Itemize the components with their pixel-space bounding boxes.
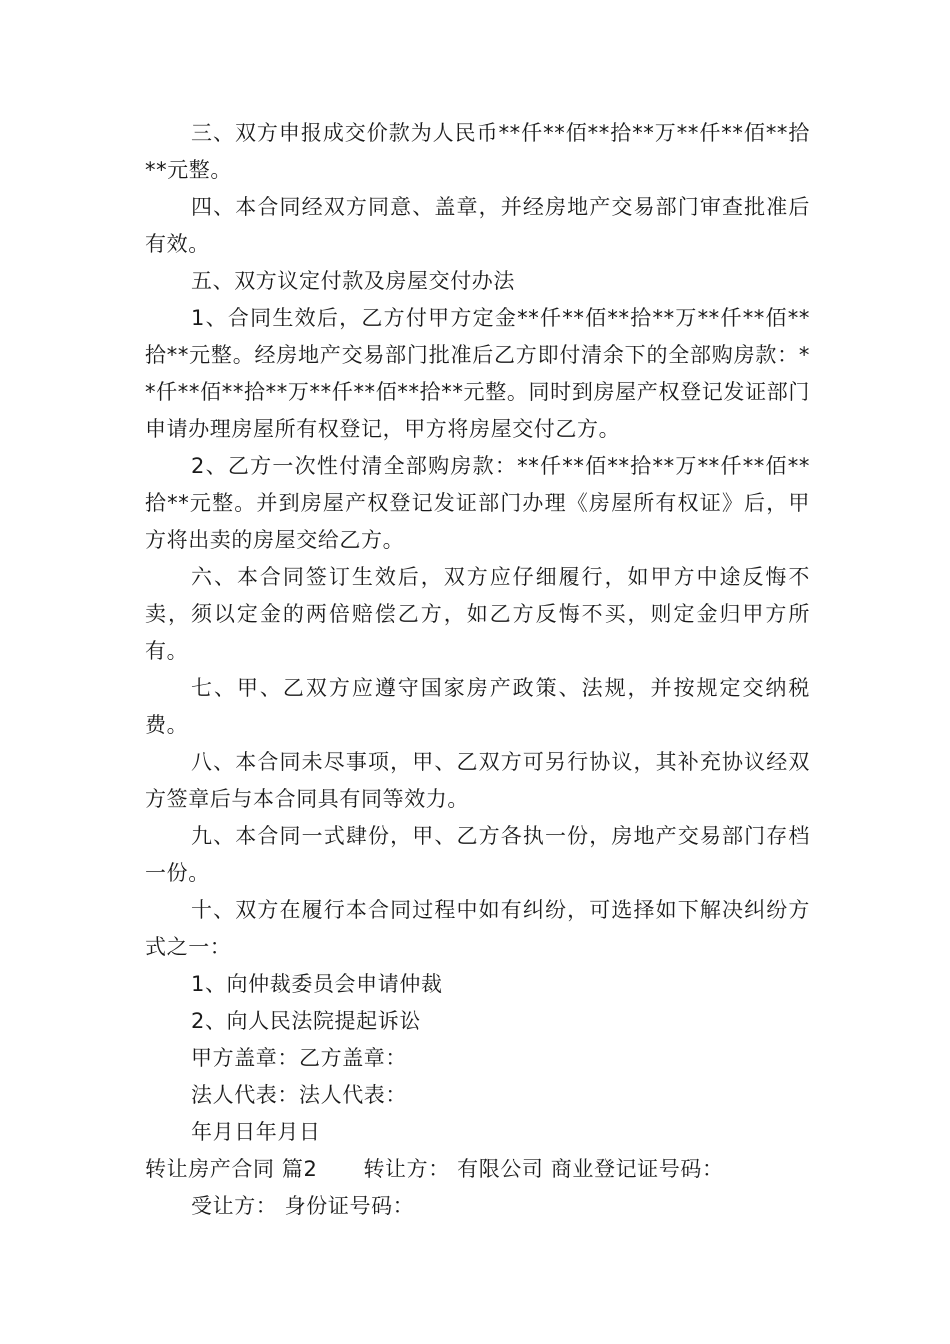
- transferee-line: 受让方： 身份证号码：: [191, 1194, 415, 1218]
- section-heading: 转让房产合同 篇2: [145, 1157, 318, 1181]
- clause-3-price: 三、双方申报成交价款为人民币**仟**佰**拾**万**仟**佰**拾**元整。: [145, 121, 810, 182]
- clause-9-copies: 九、本合同一式肆份，甲、乙方各执一份，房地产交易部门存档一份。: [145, 824, 810, 885]
- clause-10-disputes: 十、双方在履行本合同过程中如有纠纷，可选择如下解决纠纷方式之一：: [145, 898, 810, 959]
- clause-4-validity: 四、本合同经双方同意、盖章，并经房地产交易部门审查批准后有效。: [145, 195, 810, 256]
- legal-rep-line: 法人代表：法人代表：: [191, 1083, 407, 1107]
- dispute-option-2: 2、向人民法院提起诉讼: [191, 1009, 421, 1033]
- clause-5-item-1: 1、合同生效后，乙方付甲方定金**仟**佰**拾**万**仟**佰**拾**元整。经房地产交易部门批准后乙方即付清余下的全部购房款：**仟**佰**拾**万**仟**佰**拾**元整。同时到房屋产权登记发证部门申请办理房屋所有权登记，甲方将房屋交付乙方。: [145, 306, 810, 441]
- transferor-line: 转让方： 有限公司 商业登记证号码：: [363, 1157, 724, 1181]
- clause-5-payment-heading: 五、双方议定付款及房屋交付办法: [191, 269, 515, 293]
- clause-5-item-2: 2、乙方一次性付清全部购房款：**仟**佰**拾**万**仟**佰**拾**元整。并到房屋产权登记发证部门办理《房屋所有权证》后，甲方将出卖的房屋交给乙方。: [145, 454, 810, 552]
- clause-6-breach: 六、本合同签订生效后，双方应仔细履行，如甲方中途反悔不卖，须以定金的两倍赔偿乙方，如乙方反悔不买，则定金归甲方所有。: [145, 565, 810, 663]
- dispute-option-1: 1、向仲裁委员会申请仲裁: [191, 972, 443, 996]
- seal-line: 甲方盖章：乙方盖章：: [191, 1046, 407, 1070]
- date-line: 年月日年月日: [191, 1120, 321, 1144]
- clause-7-taxes: 七、甲、乙双方应遵守国家房产政策、法规，并按规定交纳税费。: [145, 676, 810, 737]
- clause-8-supplement: 八、本合同未尽事项，甲、乙双方可另行协议，其补充协议经双方签章后与本合同具有同等效力。: [145, 750, 810, 811]
- contract-page: [145, 115, 810, 1225]
- section-2-heading-line: [145, 1151, 810, 1188]
